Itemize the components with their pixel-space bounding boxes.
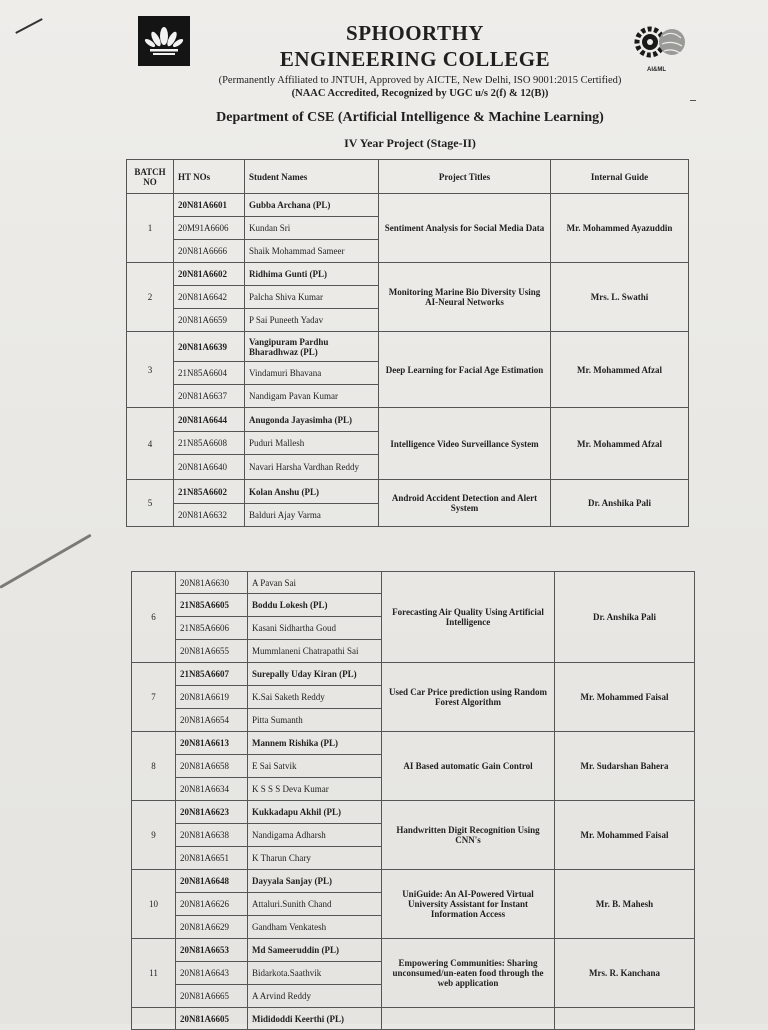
- student-name: A Arvind Reddy: [248, 985, 382, 1008]
- ht-number: 20N81A6637: [174, 385, 245, 408]
- student-name: Md Sameeruddin (PL): [248, 939, 382, 962]
- column-header-batch: BATCH NO: [127, 160, 174, 194]
- project-title: Forecasting Air Quality Using Artificial Intelligence: [382, 572, 555, 663]
- column-header-guide: Internal Guide: [551, 160, 689, 194]
- internal-guide: Dr. Anshika Pali: [551, 480, 689, 527]
- table-row: [127, 194, 689, 217]
- pen-mark: [690, 100, 696, 101]
- internal-guide: Dr. Anshika Pali: [555, 572, 695, 663]
- college-lotus-logo-icon: [138, 16, 190, 66]
- batch-number: 1: [127, 194, 174, 263]
- ht-number: 20N81A6623: [176, 801, 248, 824]
- project-title: [382, 1008, 555, 1030]
- ht-number: 20N81A6639: [174, 332, 245, 362]
- project-table-page2: [131, 571, 695, 1030]
- student-name: Kukkadapu Akhil (PL): [248, 801, 382, 824]
- internal-guide: Mr. Sudarshan Bahera: [555, 732, 695, 801]
- ht-number: 20N81A6601: [174, 194, 245, 217]
- internal-guide: Mrs. R. Kanchana: [555, 939, 695, 1008]
- project-title: Empowering Communities: Sharing unconsumed/un-eaten food through the web application: [382, 939, 555, 1008]
- project-title: Monitoring Marine Bio Diversity Using AI-Neural Networks: [379, 263, 551, 332]
- student-name: Dayyala Sanjay (PL): [248, 870, 382, 893]
- student-name: Shaik Mohammad Sameer: [245, 240, 379, 263]
- column-header-names: Student Names: [245, 160, 379, 194]
- ht-number: 21N85A6607: [176, 663, 248, 686]
- ht-number: 20M91A6606: [174, 217, 245, 240]
- internal-guide: Mrs. L. Swathi: [551, 263, 689, 332]
- ht-number: 20N81A6659: [174, 309, 245, 332]
- student-name: Anugonda Jayasimha (PL): [245, 408, 379, 432]
- student-name: K.Sai Saketh Reddy: [248, 686, 382, 709]
- student-name: Navari Harsha Vardhan Reddy: [245, 455, 379, 480]
- ai-ml-gear-logo-icon: [630, 22, 688, 68]
- ht-number: 20N81A6658: [176, 755, 248, 778]
- student-name: Kasani Sidhartha Goud: [248, 617, 382, 640]
- table-row: [132, 572, 695, 594]
- project-title: UniGuide: An AI-Powered Virtual University Assistant for Instant Information Access: [382, 870, 555, 939]
- batch-number: 11: [132, 939, 176, 1008]
- naac-line: (NAAC Accredited, Recognized by UGC u/s 2(f) & 12(B)): [291, 88, 549, 99]
- table-row: [127, 263, 689, 286]
- pen-mark: [15, 18, 42, 34]
- project-title: Used Car Price prediction using Random Forest Algorithm: [382, 663, 555, 732]
- ht-number: 20N81A6632: [174, 504, 245, 527]
- ht-number: 21N85A6604: [174, 362, 245, 385]
- ht-number: 20N81A6648: [176, 870, 248, 893]
- ht-number: 20N81A6634: [176, 778, 248, 801]
- student-name: Attaluri.Sunith Chand: [248, 893, 382, 916]
- table-row: [132, 801, 695, 824]
- batch-number: 3: [127, 332, 174, 408]
- internal-guide: Mr. Mohammed Faisal: [555, 801, 695, 870]
- batch-number: 6: [132, 572, 176, 663]
- student-name: Gandham Venkatesh: [248, 916, 382, 939]
- ht-number: 20N81A6642: [174, 286, 245, 309]
- student-name: Ridhima Gunti (PL): [245, 263, 379, 286]
- student-name: Kundan Sri: [245, 217, 379, 240]
- college-name-line2: ENGINEERING COLLEGE: [279, 47, 551, 71]
- ht-number: 20N81A6651: [176, 847, 248, 870]
- table-row: [127, 332, 689, 362]
- column-header-title: Project Titles: [379, 160, 551, 194]
- batch-number: 7: [132, 663, 176, 732]
- internal-guide: Mr. B. Mahesh: [555, 870, 695, 939]
- ht-number: 21N85A6606: [176, 617, 248, 640]
- student-name: Nandigama Adharsh: [248, 824, 382, 847]
- student-name: Boddu Lokesh (PL): [248, 594, 382, 617]
- table-row: [132, 939, 695, 962]
- student-name: Mummlaneni Chatrapathi Sai: [248, 640, 382, 663]
- project-stage-heading: IV Year Project (Stage-II): [344, 136, 476, 150]
- project-title: AI Based automatic Gain Control: [382, 732, 555, 801]
- ht-number: 20N81A6665: [176, 985, 248, 1008]
- ht-number: 20N81A6654: [176, 709, 248, 732]
- ht-number: 21N85A6602: [174, 480, 245, 504]
- student-name: K S S S Deva Kumar: [248, 778, 382, 801]
- project-title: Android Accident Detection and Alert System: [379, 480, 551, 527]
- student-name: Palcha Shiva Kumar: [245, 286, 379, 309]
- department-heading: Department of CSE (Artificial Intelligence & Machine Learning): [216, 110, 604, 125]
- student-name: P Sai Puneeth Yadav: [245, 309, 379, 332]
- table-row: [127, 408, 689, 432]
- ht-number: 20N81A6605: [176, 1008, 248, 1030]
- project-table-page1: [126, 159, 689, 527]
- internal-guide: Mr. Mohammed Faisal: [555, 663, 695, 732]
- table-row: [127, 480, 689, 504]
- ht-number: 20N81A6666: [174, 240, 245, 263]
- student-name: Surepally Uday Kiran (PL): [248, 663, 382, 686]
- batch-number: 2: [127, 263, 174, 332]
- column-header-ht: HT NOs: [174, 160, 245, 194]
- student-name: Puduri Mallesh: [245, 432, 379, 455]
- ht-number: 20N81A6655: [176, 640, 248, 663]
- ht-number: 21N85A6608: [174, 432, 245, 455]
- table-row: [132, 870, 695, 893]
- internal-guide: Mr. Mohammed Afzal: [551, 408, 689, 480]
- ht-number: 20N81A6643: [176, 962, 248, 985]
- table-row: [132, 663, 695, 686]
- pen-shadow: [0, 534, 92, 589]
- ht-number: 21N85A6605: [176, 594, 248, 617]
- affiliation-line: (Permanently Affiliated to JNTUH, Approved by AICTE, New Delhi, ISO 9001:2015 Certified): [218, 75, 622, 86]
- ht-number: 20N81A6619: [176, 686, 248, 709]
- student-name: K Tharun Chary: [248, 847, 382, 870]
- internal-guide: [555, 1008, 695, 1030]
- logo-label: AI&ML: [647, 67, 666, 73]
- ht-number: 20N81A6640: [174, 455, 245, 480]
- project-title: Deep Learning for Facial Age Estimation: [379, 332, 551, 408]
- college-name-line1: SPHOORTHY: [346, 21, 484, 45]
- student-name: Balduri Ajay Varma: [245, 504, 379, 527]
- ht-number: 20N81A6638: [176, 824, 248, 847]
- ht-number: 20N81A6653: [176, 939, 248, 962]
- batch-number: 10: [132, 870, 176, 939]
- project-title: Sentiment Analysis for Social Media Data: [379, 194, 551, 263]
- ht-number: 20N81A6602: [174, 263, 245, 286]
- batch-number: 8: [132, 732, 176, 801]
- student-name: Vangipuram Pardhu Bharadhwaz (PL): [245, 332, 379, 362]
- batch-number: 9: [132, 801, 176, 870]
- student-name: Nandigam Pavan Kumar: [245, 385, 379, 408]
- student-name: Bidarkota.Saathvik: [248, 962, 382, 985]
- project-title: Intelligence Video Surveillance System: [379, 408, 551, 480]
- table-row: [132, 732, 695, 755]
- internal-guide: Mr. Mohammed Afzal: [551, 332, 689, 408]
- project-title: Handwritten Digit Recognition Using CNN's: [382, 801, 555, 870]
- ht-number: 20N81A6626: [176, 893, 248, 916]
- ht-number: 20N81A6644: [174, 408, 245, 432]
- college-name: [210, 20, 620, 72]
- student-name: A Pavan Sai: [248, 572, 382, 594]
- batch-number: [132, 1008, 176, 1030]
- student-name: Kolan Anshu (PL): [245, 480, 379, 504]
- student-name: Pitta Sumanth: [248, 709, 382, 732]
- student-name: Gubba Archana (PL): [245, 194, 379, 217]
- ht-number: 20N81A6613: [176, 732, 248, 755]
- batch-number: 5: [127, 480, 174, 527]
- table-row: [132, 1008, 695, 1030]
- student-name: Mannem Rishika (PL): [248, 732, 382, 755]
- batch-number: 4: [127, 408, 174, 480]
- ht-number: 20N81A6629: [176, 916, 248, 939]
- student-name: Vindamuri Bhavana: [245, 362, 379, 385]
- student-name: E Sai Satvik: [248, 755, 382, 778]
- internal-guide: Mr. Mohammed Ayazuddin: [551, 194, 689, 263]
- ht-number: 20N81A6630: [176, 572, 248, 594]
- student-name: Mididoddi Keerthi (PL): [248, 1008, 382, 1030]
